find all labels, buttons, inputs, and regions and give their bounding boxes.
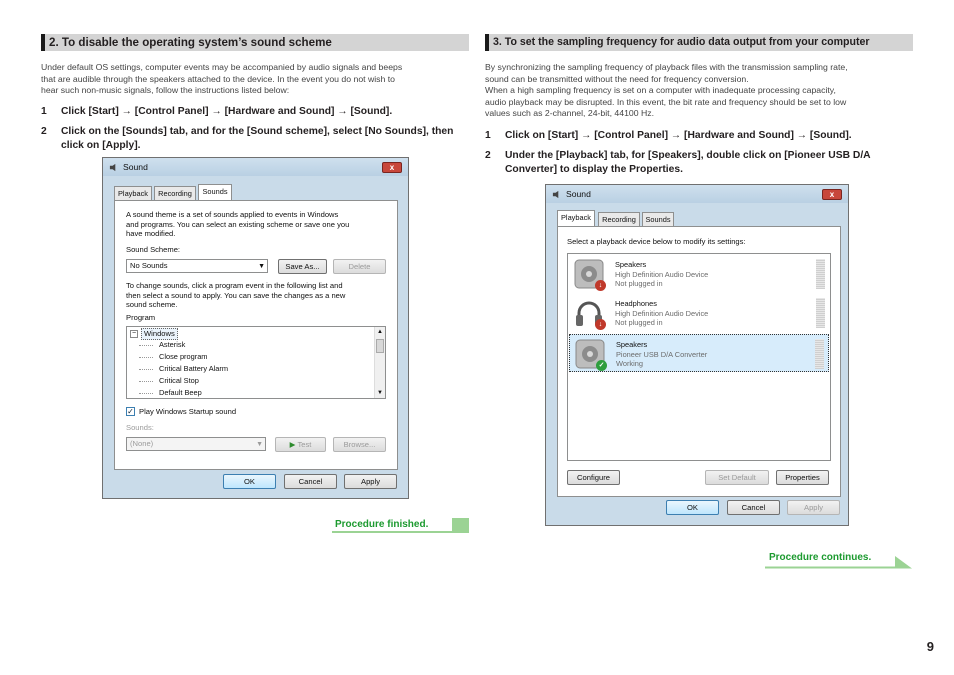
device-list[interactable] xyxy=(567,253,831,461)
description-line: then select a sound to apply. You can save the changes as a new xyxy=(126,290,346,300)
tab-playback[interactable]: Playback xyxy=(114,186,152,200)
step xyxy=(485,149,913,177)
configure-button[interactable]: Configure xyxy=(567,470,620,485)
procedure-finished-label: Procedure finished. xyxy=(335,519,429,530)
tab-recording[interactable]: Recording xyxy=(598,212,640,226)
test-label: Test xyxy=(297,440,312,449)
procedure-finished-marker xyxy=(452,518,469,533)
device-item[interactable] xyxy=(569,255,829,293)
delete-button[interactable]: Delete xyxy=(333,259,386,274)
device-status: Working xyxy=(616,359,643,369)
sounds-panel xyxy=(114,200,398,470)
tree-connector xyxy=(139,357,153,358)
level-meter xyxy=(816,259,825,289)
device-info xyxy=(615,299,708,328)
description-line: To change sounds, click a program event in the following list and xyxy=(126,281,343,290)
device-name: Headphones xyxy=(615,299,657,308)
left-intro xyxy=(41,62,469,97)
step-text: Click on the [Sounds] tab, and for the [Sound scheme], select [No Sounds], then click on [Apply]. xyxy=(61,125,454,151)
intro-line: When a high sampling frequency is set on a computer with inadequate processing capacity, xyxy=(485,85,836,95)
left-column xyxy=(41,34,469,159)
ok-button[interactable]: OK xyxy=(223,474,276,489)
dialog-title: Sound xyxy=(566,189,591,199)
section-heading-3: 3. To set the sampling frequency for audio data output from your computer xyxy=(485,34,913,51)
device-info xyxy=(615,260,708,289)
scheme-description xyxy=(126,210,349,239)
device-status: Not plugged in xyxy=(615,318,663,328)
speaker-icon xyxy=(109,163,118,172)
device-info xyxy=(616,340,707,369)
step-text: Click on [Start] → [Control Panel] → [Hardware and Sound] → [Sound]. xyxy=(505,129,852,141)
device-name: Speakers xyxy=(615,260,647,269)
sound-dialog-playback xyxy=(545,184,849,526)
tab-sounds[interactable]: Sounds xyxy=(198,184,232,200)
sounds-value: (None) xyxy=(130,439,154,448)
step-text: Click [Start] → [Control Panel] → [Hardware and Sound] → [Sound]. xyxy=(61,105,393,117)
page-number: 9 xyxy=(926,639,934,654)
sound-dialog-sounds xyxy=(102,157,409,499)
step-number: 1 xyxy=(41,105,47,117)
test-button[interactable] xyxy=(275,437,326,452)
level-meter xyxy=(815,339,824,369)
check-badge-icon: ✓ xyxy=(596,360,607,371)
save-as-button[interactable]: Save As... xyxy=(278,259,327,274)
sound-scheme-select[interactable] xyxy=(126,259,268,273)
intro-line: sound can be transmitted without the need for frequency conversion. xyxy=(485,73,749,84)
tab-recording[interactable]: Recording xyxy=(154,186,196,200)
device-name: Speakers xyxy=(616,340,648,349)
tree-connector xyxy=(139,369,153,370)
scheme-label: Sound Scheme: xyxy=(126,245,181,254)
tree-item-windows[interactable]: Windows xyxy=(141,328,178,340)
collapse-icon[interactable]: − xyxy=(131,330,137,337)
startup-sound-checkbox[interactable]: ✓ xyxy=(127,407,134,416)
program-list[interactable] xyxy=(126,326,386,399)
right-steps xyxy=(485,129,913,177)
tree-item[interactable]: Default Beep xyxy=(159,388,202,397)
cancel-button[interactable]: Cancel xyxy=(284,474,337,489)
intro-line: hear such non-music signals, follow the instructions listed below: xyxy=(41,85,290,95)
unplugged-badge-icon: ↓ xyxy=(595,319,606,330)
intro-line: values such as 2-channel, 24-bit, 44100 Hz. xyxy=(485,108,655,118)
tree-connector xyxy=(139,393,153,394)
description-line: A sound theme is a set of sounds applied to events in Windows xyxy=(126,210,339,219)
browse-button[interactable]: Browse... xyxy=(333,437,386,452)
startup-sound-label: Play Windows Startup sound xyxy=(139,407,237,416)
chevron-down-icon: ▼ xyxy=(258,263,265,270)
tab-sounds[interactable]: Sounds xyxy=(642,212,674,226)
step xyxy=(485,129,913,143)
tree-connector xyxy=(139,345,153,346)
description-line: and programs. You can select an existing scheme or save one you xyxy=(126,219,350,229)
unplugged-badge-icon: ↓ xyxy=(595,280,606,291)
change-sounds-text xyxy=(126,281,345,310)
level-meter xyxy=(816,298,825,328)
right-intro xyxy=(485,62,913,120)
right-column xyxy=(485,34,913,183)
tree-connector xyxy=(139,381,153,382)
playback-instructions: Select a playback device below to modify its settings: xyxy=(567,237,746,246)
step xyxy=(41,125,469,153)
set-default-button[interactable]: Set Default xyxy=(705,470,769,485)
device-item-selected[interactable] xyxy=(569,334,829,372)
properties-button[interactable]: Properties xyxy=(776,470,829,485)
scroll-thumb[interactable] xyxy=(376,339,384,353)
step xyxy=(41,105,469,119)
step-text: Under the [Playback] tab, for [Speakers], double click on [Pioneer USB D/A Converter] to display the Properties. xyxy=(505,149,871,175)
speaker-icon xyxy=(552,190,561,199)
dialog-title-bar xyxy=(103,158,408,176)
intro-line: By synchronizing the sampling frequency of playback files with the transmission sampling rate, xyxy=(485,62,848,72)
procedure-continues-label: Procedure continues. xyxy=(769,552,872,563)
step-number: 2 xyxy=(485,149,491,161)
chevron-down-icon: ▼ xyxy=(256,441,263,448)
apply-button[interactable]: Apply xyxy=(344,474,397,489)
description-line: have modified. xyxy=(126,229,176,239)
sounds-select[interactable] xyxy=(126,437,266,451)
scroll-down-icon[interactable]: ▼ xyxy=(377,390,383,396)
intro-line: Under default OS settings, computer events may be accompanied by audio signals and beeps xyxy=(41,62,403,72)
tree-item[interactable]: Asterisk xyxy=(159,340,186,349)
ok-button[interactable]: OK xyxy=(666,500,719,515)
cancel-button[interactable]: Cancel xyxy=(727,500,780,515)
left-steps xyxy=(41,105,469,153)
tab-playback[interactable]: Playback xyxy=(557,210,595,226)
section-heading-2: 2. To disable the operating system’s sound scheme xyxy=(41,34,469,51)
device-description: High Definition Audio Device xyxy=(615,269,709,279)
dialog-title: Sound xyxy=(123,162,148,172)
close-button[interactable]: x xyxy=(382,162,402,173)
intro-line: that are audible through the speakers attached to the device. In the event you do not wish to xyxy=(41,73,396,84)
sound-scheme-value: No Sounds xyxy=(130,261,168,270)
scroll-up-icon[interactable]: ▲ xyxy=(377,329,383,335)
tree-item[interactable]: Critical Stop xyxy=(159,376,199,385)
play-icon: ▶ xyxy=(289,440,296,449)
tree-item[interactable]: Critical Battery Alarm xyxy=(159,364,228,373)
step-number: 1 xyxy=(485,129,491,141)
device-description: High Definition Audio Device xyxy=(615,308,709,318)
device-description: Pioneer USB D/A Converter xyxy=(616,349,708,359)
intro-line: audio playback may be disrupted. In this event, the bit rate and frequency should be set to low xyxy=(485,96,847,107)
tree-item[interactable]: Close program xyxy=(159,352,208,361)
dialog-title-bar xyxy=(546,185,848,203)
step-number: 2 xyxy=(41,125,47,137)
arrow-right-icon xyxy=(765,555,913,570)
playback-panel xyxy=(557,226,841,497)
scrollbar[interactable] xyxy=(374,327,385,398)
program-label: Program xyxy=(126,313,156,322)
device-item[interactable] xyxy=(569,294,829,332)
close-button[interactable]: x xyxy=(822,189,842,200)
device-status: Not plugged in xyxy=(615,279,663,289)
apply-button[interactable]: Apply xyxy=(787,500,840,515)
procedure-underline xyxy=(332,531,452,533)
sounds-label: Sounds: xyxy=(126,423,154,432)
description-line: sound scheme. xyxy=(126,300,178,310)
